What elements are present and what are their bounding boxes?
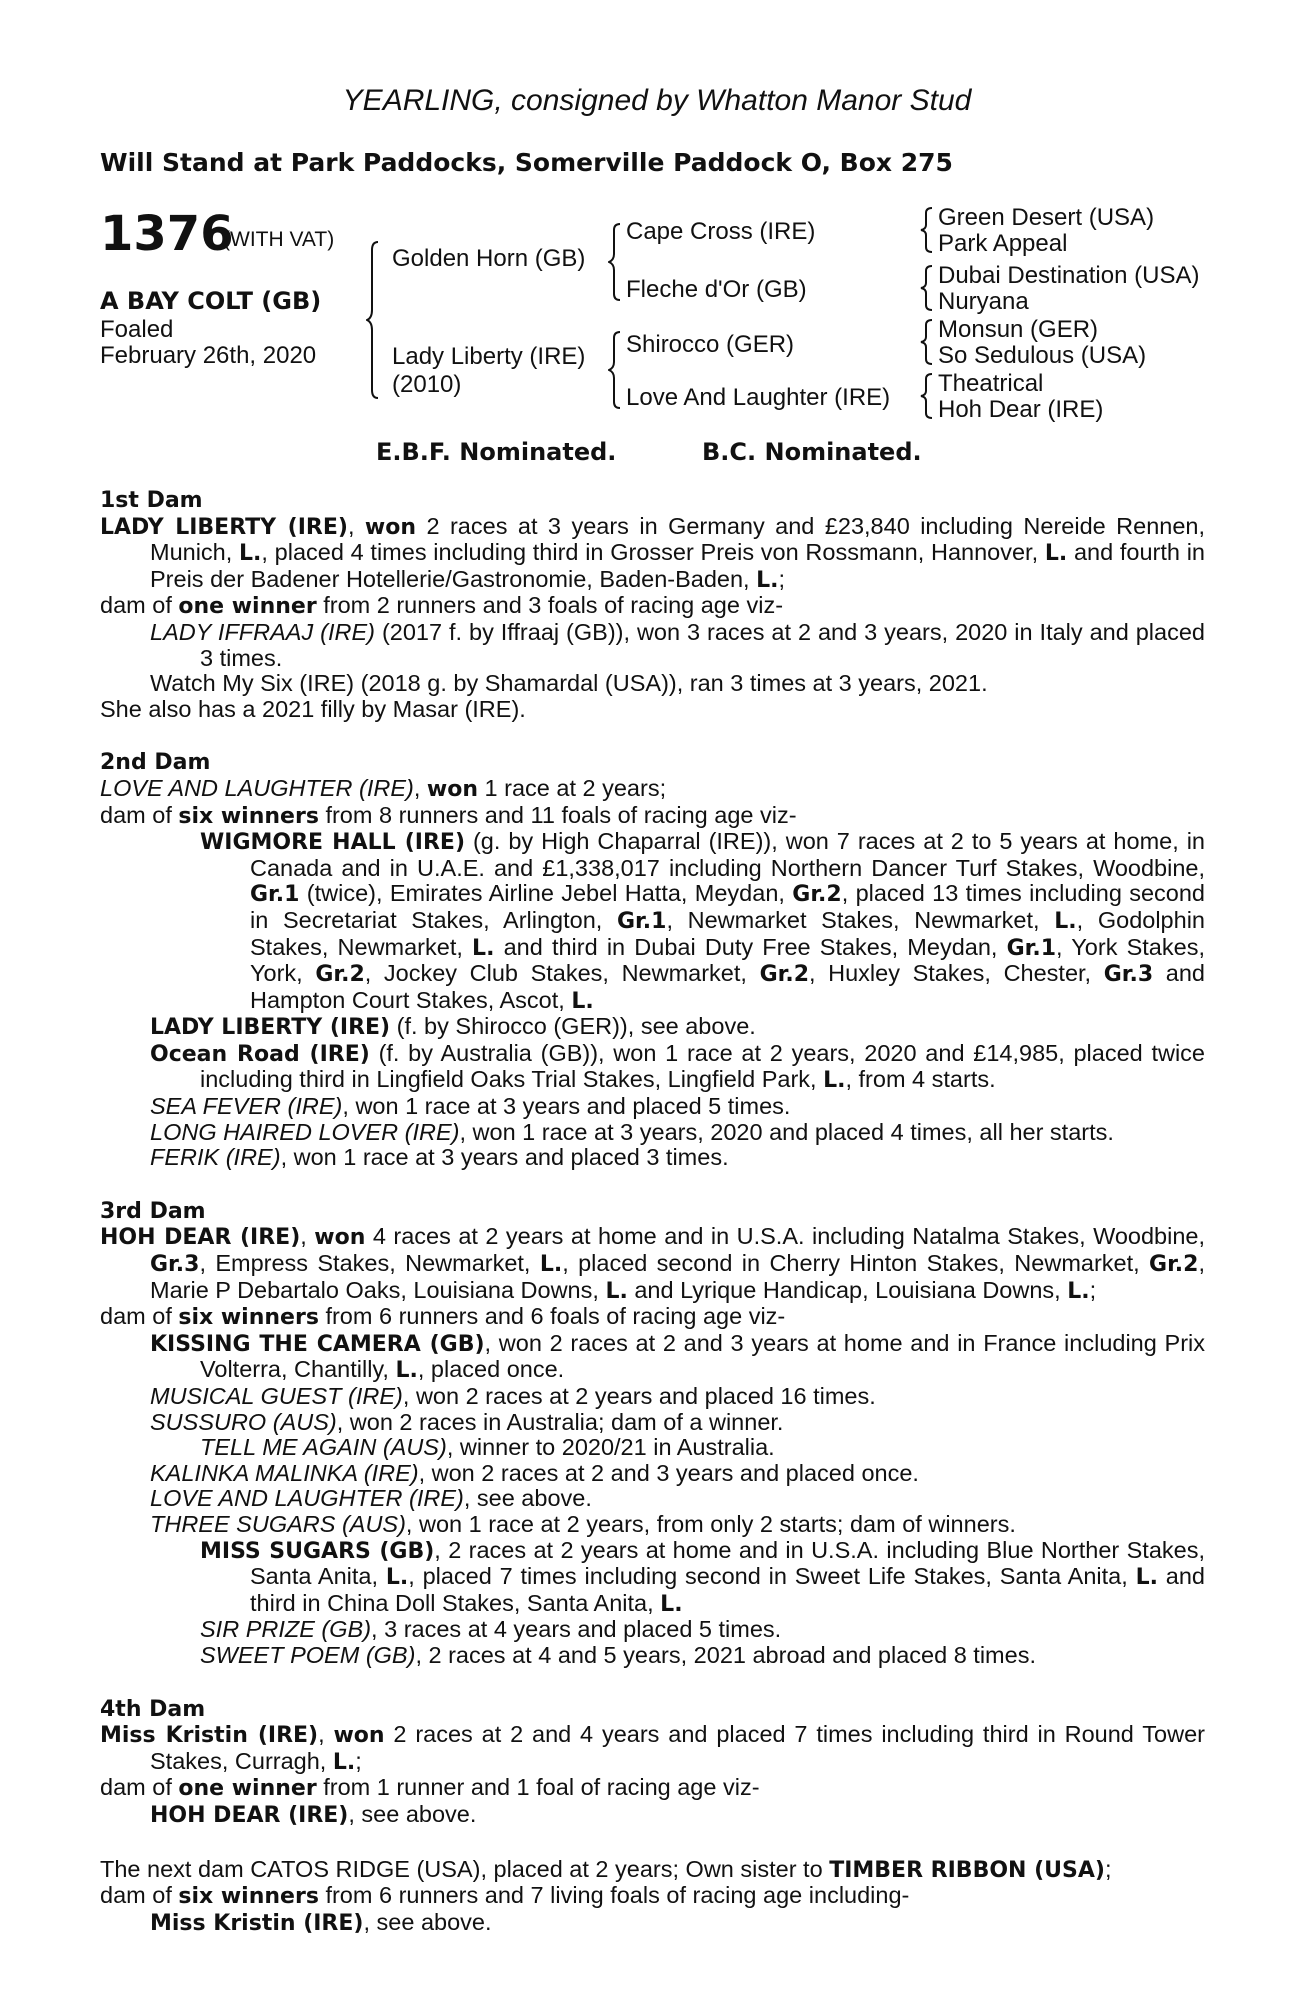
winner-count: one winner — [178, 594, 317, 620]
progeny-entry: MISS SUGARS (GB), 2 races at 2 years at home and in U.S.A. including Blue Norther Stakes, Santa Anita, L., placed 7 times including second in Sweet Life Stakes, Santa Anita, L. and third in China Doll Stakes, Santa Anita, L. — [200, 1536, 1205, 1617]
pedigree-brace-main — [366, 240, 380, 400]
listed-mark: L. — [756, 567, 779, 593]
second-dam-name: LOVE AND LAUGHTER (IRE) — [100, 774, 414, 801]
winner-count: six winners — [178, 803, 319, 829]
progeny-entry: KALINKA MALINKA (IRE), won 2 races at 2 and 3 years and placed once. — [150, 1459, 919, 1486]
progeny-entry: SUSSURO (AUS), won 2 races in Australia; dam of a winner. — [150, 1408, 784, 1435]
winner-count: one winner — [178, 1776, 317, 1802]
next-dam-produce: dam of six winners from 6 runners and 7 living foals of racing age including- — [100, 1882, 910, 1910]
progeny-name: HOH DEAR (IRE) — [150, 1802, 349, 1828]
progeny-entry: SWEET POEM (GB), 2 races at 4 and 5 years, 2021 abroad and placed 8 times. — [200, 1641, 1036, 1668]
progeny-entry: Miss Kristin (IRE), see above. — [150, 1908, 492, 1936]
progeny-name: SUSSURO (AUS) — [150, 1408, 337, 1435]
vat-note: (WITH VAT) — [223, 228, 335, 251]
pedigree-brace-sire — [608, 222, 622, 302]
won-label: won — [314, 1225, 366, 1251]
catalogue-body — [100, 488, 1205, 1936]
first-dam-heading: 1st Dam — [100, 488, 203, 513]
fourth-dam-heading: 4th Dam — [100, 1696, 206, 1722]
third-dam-record: HOH DEAR (IRE), won 4 races at 2 years at home and in U.S.A. including Natalma Stakes, Woodbine, Gr.3, Empress Stakes, Newmarket, L., placed second in Cherry Hinton Stakes, Newmarket, Gr.2, Marie P Debartalo Oaks, Louisiana Downs, L. and Lyrique Handicap, Louisiana Downs, L.; — [100, 1223, 1205, 1304]
progeny-name: Ocean Road (IRE) — [150, 1041, 370, 1067]
punctuation: ; — [778, 565, 786, 592]
fourth-dam-record: Miss Kristin (IRE), won 2 races at 2 and 4 years and placed 7 times including third in Round Tower Stakes, Curragh, L.; — [100, 1721, 1205, 1775]
sister-name: TIMBER RIBBON (USA) — [829, 1857, 1105, 1883]
progeny-entry: FERIK (IRE), won 1 race at 3 years and placed 3 times. — [150, 1144, 729, 1171]
progeny-name: LADY IFFRAAJ (IRE) — [150, 618, 375, 645]
progeny-name: SEA FEVER (IRE) — [150, 1093, 343, 1120]
ebf-nomination: E.B.F. Nominated. — [376, 438, 617, 466]
progeny-entry: LADY IFFRAAJ (IRE) (2017 f. by Iffraaj (GB)), won 3 races at 2 and 3 years, 2020 in Italy and placed 3 times. — [150, 618, 1205, 671]
winner-count: six winners — [178, 1884, 319, 1910]
progeny-name: MUSICAL GUEST (IRE) — [150, 1383, 403, 1409]
stand-location: Will Stand at Park Paddocks, Somerville Paddock O, Box 275 — [100, 148, 953, 177]
first-dam-produce: dam of one winner from 2 runners and 3 foals of racing age viz- — [100, 592, 784, 620]
won-label: won — [426, 776, 478, 802]
progeny-name: KISSING THE CAMERA (GB) — [150, 1331, 485, 1357]
progeny-entry: Watch My Six (IRE) (2018 g. by Shamardal (USA)), ran 3 times at 3 years, 2021. — [150, 670, 988, 697]
listed-mark: L. — [1044, 541, 1068, 567]
third-dam-name: HOH DEAR (IRE) — [100, 1225, 301, 1251]
second-dam-produce: dam of six winners from 8 runners and 11 foals of racing age viz- — [100, 801, 797, 829]
pedigree-gen3-3: Dubai Destination (USA) — [938, 262, 1200, 289]
record-text: 2 races at 3 years in Germany and £23,840 including Nereide Rennen, Munich, — [150, 512, 1205, 566]
progeny-name: THREE SUGARS (AUS) — [150, 1510, 406, 1537]
third-dam-produce: dam of six winners from 6 runners and 6 foals of racing age viz- — [100, 1303, 786, 1331]
fourth-dam-name: Miss Kristin (IRE) — [100, 1723, 319, 1749]
progeny-name: MISS SUGARS (GB) — [200, 1538, 435, 1564]
progeny-entry: TELL ME AGAIN (AUS), winner to 2020/21 in Australia. — [200, 1434, 775, 1461]
pedigree-brace-g2 — [920, 264, 934, 312]
lot-number: 1376 — [100, 206, 234, 262]
progeny-entry: LOVE AND LAUGHTER (IRE), see above. — [150, 1485, 592, 1512]
foaled-label: Foaled — [100, 316, 174, 343]
third-dam-heading: 3rd Dam — [100, 1198, 206, 1224]
second-dam-record: LOVE AND LAUGHTER (IRE), won 1 race at 2 years; — [100, 774, 667, 802]
lot-description: A BAY COLT (GB) — [100, 287, 322, 315]
winner-count: six winners — [178, 1305, 319, 1331]
sale-header: YEARLING, consigned by Whatton Manor Stud — [342, 84, 972, 117]
progeny-name: WIGMORE HALL (IRE) — [200, 830, 465, 856]
first-dam-name: LADY LIBERTY (IRE) — [100, 514, 348, 540]
progeny-name: KALINKA MALINKA (IRE) — [150, 1459, 419, 1486]
pedigree-sire-sire: Cape Cross (IRE) — [626, 218, 816, 245]
first-dam-note: She also has a 2021 filly by Masar (IRE). — [100, 695, 526, 722]
progeny-entry: KISSING THE CAMERA (GB), won 2 races at 2 and 3 years at home and in France including Prix Volterra, Chantilly, L., placed once. — [150, 1329, 1205, 1384]
bc-nomination: B.C. Nominated. — [702, 438, 922, 466]
won-label: won — [333, 1723, 385, 1749]
pedigree-brace-dam — [608, 330, 622, 410]
pedigree-brace-g1 — [920, 206, 934, 254]
first-dam-record: LADY LIBERTY (IRE), won 2 races at 3 years in Germany and £23,840 including Nereide Rennen, Munich, L., placed 4 times including third in Grosser Preis von Rossmann, Hannover, L. and fourth in Preis der Badener Hotellerie/Gastronomie, Baden-Baden, L.; — [100, 512, 1205, 593]
pedigree-sire: Golden Horn (GB) — [392, 245, 586, 272]
progeny-entry: LONG HAIRED LOVER (IRE), won 1 race at 3 years, 2020 and placed 4 times, all her starts. — [150, 1118, 1114, 1145]
pedigree-gen3-5: Monsun (GER) — [938, 316, 1099, 343]
pedigree-brace-g4 — [920, 372, 934, 420]
pedigree-gen3-1: Green Desert (USA) — [938, 204, 1155, 231]
pedigree-dam-dam: Love And Laughter (IRE) — [626, 384, 891, 411]
pedigree-dam-year: (2010) — [392, 371, 462, 398]
progeny-entry: WIGMORE HALL (IRE) (g. by High Chaparral (IRE)), won 7 races at 2 to 5 years at home, in Canada and in U.A.E. and £1,338,017 including Northern Dancer Turf Stakes, Woodbine, Gr.1 (twice), Emirates Airline Jebel Hatta, Meydan, Gr.2, placed 13 times including second in Secretariat Stakes, Arlington, Gr.1, Newmarket Stakes, Newmarket, L., Godolphin Stakes, Newmarket, L. and third in Dubai Duty Free Stakes, Meydan, Gr.1, York Stakes, York, Gr.2, Jockey Club Stakes, Newmarket, Gr.2, Huxley Stakes, Chester, Gr.3 and Hampton Court Stakes, Ascot, L. — [200, 828, 1205, 1014]
pedigree-sire-dam: Fleche d'Or (GB) — [626, 276, 807, 303]
won-label: won — [364, 514, 417, 540]
progeny-entry: SIR PRIZE (GB), 3 races at 4 years and placed 5 times. — [200, 1616, 782, 1643]
progeny-entry: Ocean Road (IRE) (f. by Australia (GB)), won 1 race at 2 years, 2020 and £14,985, placed twice including third in Lingfield Oaks Trial Stakes, Lingfield Park, L., from 4 starts. — [150, 1039, 1205, 1094]
next-dam-record: The next dam CATOS RIDGE (USA), placed at 2 years; Own sister to TIMBER RIBBON (USA); — [100, 1855, 1112, 1883]
record-text: , placed 4 times including third in Grosser Preis von Rossmann, Hannover, — [261, 539, 1045, 566]
progeny-name: LONG HAIRED LOVER (IRE) — [150, 1118, 460, 1145]
progeny-name: LOVE AND LAUGHTER (IRE) — [150, 1485, 464, 1512]
progeny-entry: THREE SUGARS (AUS), won 1 race at 2 years, from only 2 starts; dam of winners. — [150, 1510, 1016, 1537]
second-dam-heading: 2nd Dam — [100, 750, 211, 776]
progeny-name: LADY LIBERTY (IRE) — [150, 1015, 391, 1041]
progeny-entry: SEA FEVER (IRE), won 1 race at 3 years and placed 5 times. — [150, 1093, 791, 1120]
pedigree-dam-sire: Shirocco (GER) — [626, 331, 795, 358]
pedigree-brace-g3 — [920, 318, 934, 366]
progeny-name: SWEET POEM (GB) — [200, 1641, 416, 1668]
pedigree-dam: Lady Liberty (IRE) — [392, 343, 586, 370]
progeny-entry: LADY LIBERTY (IRE) (f. by Shirocco (GER)), see above. — [150, 1013, 756, 1041]
pedigree-gen3-6: So Sedulous (USA) — [938, 342, 1147, 369]
progeny-name: TELL ME AGAIN (AUS) — [200, 1434, 447, 1461]
progeny-entry: MUSICAL GUEST (IRE), won 2 races at 2 years and placed 16 times. — [150, 1383, 876, 1409]
listed-mark: L. — [239, 541, 262, 567]
record-text: and fourth in Preis der Badener Hotellerie/Gastronomie, Baden-Baden, — [150, 539, 1205, 592]
progeny-name: FERIK (IRE) — [150, 1144, 281, 1171]
progeny-name: Miss Kristin (IRE) — [150, 1910, 364, 1936]
pedigree-gen3-7: Theatrical — [938, 370, 1044, 397]
pedigree-gen3-4: Nuryana — [938, 288, 1029, 315]
foaled-date: February 26th, 2020 — [100, 342, 317, 369]
pedigree-gen3-8: Hoh Dear (IRE) — [938, 396, 1104, 423]
progeny-entry: HOH DEAR (IRE), see above. — [150, 1800, 477, 1828]
fourth-dam-produce: dam of one winner from 1 runner and 1 foal of racing age viz- — [100, 1774, 760, 1802]
pedigree-gen3-2: Park Appeal — [938, 230, 1068, 257]
progeny-name: SIR PRIZE (GB) — [200, 1616, 372, 1643]
